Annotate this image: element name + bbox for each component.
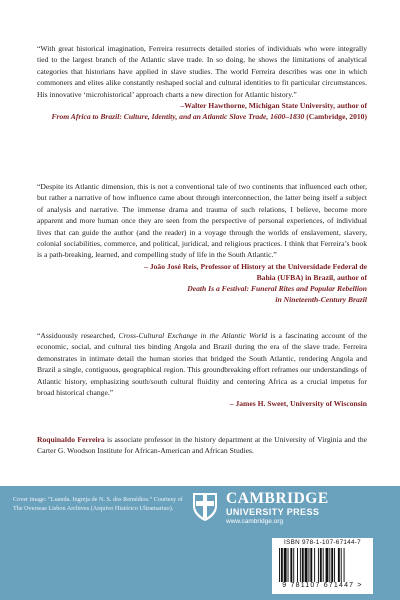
publisher-url: www.cambridge.org [226, 518, 284, 525]
author-bio-text: is associate professor in the history department at the University of Virginia and the Carter G. Woodson Institute for African-American and African Studies. [37, 435, 367, 456]
quote-text: “With great historical imagination, Ferreira resurrects detailed stories of individuals who were integrally tied to the largest branch of the Atlantic slave trade. In so doing, he shows the limitations of analytical categories that historians have applied in slave studies. The world Ferreira describes was one in which commoners and elites alike constantly reshaped social and cultural identities to fit particular circumstances. His innovative ‘microhistorical’ approach charts a new direction for Atlantic history.” [37, 44, 367, 99]
quote-text [37, 330, 367, 398]
footer-band [0, 486, 400, 600]
author-name: Roquinaldo Ferreira [37, 435, 105, 444]
quote-text-start: “Assiduously researched, [37, 331, 119, 340]
isbn-barcode [272, 538, 373, 594]
quoted-book-title: Cross-Cultural Exchange in the Atlantic World [118, 331, 268, 340]
attribution-book-title: From Africa to Brazil: Culture, Identity, and an Atlantic Slave Trade, 1600–1830 [51, 112, 305, 122]
attribution-publisher: (Cambridge, 2010) [306, 112, 367, 122]
barcode-icon [279, 548, 366, 582]
quote-attribution [37, 100, 367, 122]
attribution-book-title: Death Is a Festival: Funeral Rites and Popular Rebellion in Nineteenth-Century Brazil [187, 283, 367, 304]
publisher-logo [226, 491, 366, 526]
endorsement-quote-hawthorne [37, 43, 367, 122]
publisher-name: CAMBRIDGE [226, 490, 329, 507]
publisher-subtitle: UNIVERSITY PRESS [226, 507, 320, 517]
endorsement-quote-reis [37, 181, 367, 305]
quote-text: “Despite its Atlantic dimension, this is not a conventional tale of two continents that influenced each other, but rather a narrative of how influence came about through interconnection, the latter being itself a subject of analysis and narrative. The immense drama and trauma of such relations, I believe, become more apparent and more human once they are seen from the perspective of personal experiences, of individual lives that can guide the author (and the reader) in a voyage through the worlds of enslavement, slavery, colonial sociabilities, commerce, and political, juridical, and religious practices. I think that Ferreira’s book is a path-breaking, learned, and compelling study of life in the South Atlantic.” [37, 182, 367, 260]
attribution-author: –Walter Hawthorne, Michigan State University, author of [180, 101, 367, 111]
cover-image-credit: Cover image: “Luanda. Ingreja de N. S. dos Remédios.” Courtesy of The Overseas Lisbon Archives (Arquivo Histórico Ultramarino). [13, 496, 183, 512]
isbn-number: ISBN 978-1-107-67144-7 [284, 539, 361, 546]
cambridge-shield-icon [192, 492, 218, 522]
endorsement-quote-sweet [37, 330, 367, 409]
attribution-author: – James H. Sweet, University of Wisconsin [229, 399, 367, 409]
author-bio [37, 434, 367, 457]
quote-attribution [37, 261, 367, 305]
attribution-author: – João José Reis, Professor of History at the Universidade Federal de Bahia (UFBA) in Brazil, author of [144, 261, 367, 282]
barcode-digits: 9 781107 671447 > [282, 582, 363, 589]
quote-text-rest: is a fascinating account of the economic, social, and cultural ties binding Angola and Brazil during the era of the slave trade. Ferreira demonstrates in intimate detail the human stories that bridged the South Atlantic, rendering Angola and Brazil a single, contiguous, geographical region. This groundbreaking effort reframes our understandings of Atlantic history, emphasizing south/south cultural fluidity and centering Africa as a crucial impetus for broad historical change.” [37, 331, 367, 398]
